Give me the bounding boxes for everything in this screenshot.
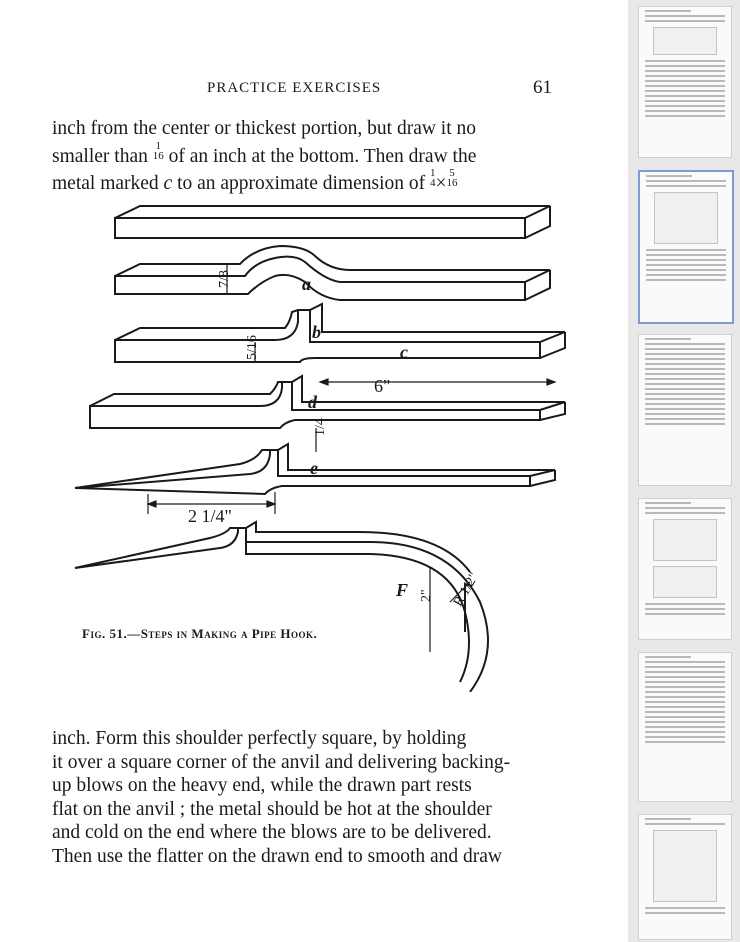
text-fragment: smaller than <box>52 145 148 167</box>
bar-stage-6-hook <box>75 522 488 692</box>
text-line: and cold on the end where the blows are to be delivered. <box>52 822 492 843</box>
page-thumbnail-3[interactable] <box>638 334 732 486</box>
bar-stage-1 <box>115 206 550 238</box>
page-thumbnail-2[interactable] <box>638 170 734 324</box>
label-c: c <box>400 342 408 362</box>
dim-5-16: 5/16 <box>245 335 260 360</box>
dim-6: 6" <box>374 376 391 396</box>
dim-radius: R 1/2" <box>450 570 483 610</box>
figure-caption: Fig. 51.—Steps in Making a Pipe Hook. <box>82 626 318 641</box>
page-thumbnail-5[interactable] <box>638 652 732 802</box>
pipe-hook-figure <box>70 192 570 692</box>
page-thumbnail-4[interactable] <box>638 498 732 640</box>
page-thumbnail-1[interactable] <box>638 6 732 158</box>
label-a: a <box>302 274 311 294</box>
body-text-top <box>52 117 572 196</box>
page-thumbnail-6[interactable] <box>638 814 732 940</box>
body-text-bottom <box>52 727 577 868</box>
label-f: F <box>396 580 409 600</box>
fraction: 1 4 <box>429 167 436 189</box>
text-fragment: of an inch at the bottom. Then draw the <box>168 145 477 167</box>
text-line: inch. Form this shoulder perfectly square, by holding <box>52 728 467 749</box>
text-line: flat on the anvil ; the metal should be hot at the shoulder <box>52 798 492 820</box>
label-b: b <box>312 322 321 342</box>
bar-stage-2 <box>115 246 550 300</box>
label-c-inline: c <box>163 173 173 194</box>
text-line: up blows on the heavy end, while the drawn part rests <box>52 775 472 796</box>
running-header <box>207 77 552 100</box>
fraction: 5 16 <box>446 167 458 189</box>
text-line: inch from the center or thickest portion, but draw it no <box>52 118 477 139</box>
text-line: Then use the flatter on the drawn end to smooth and draw <box>52 845 502 867</box>
dim-2-1-4: 2 1/4" <box>188 506 232 526</box>
bar-stage-3 <box>115 304 565 362</box>
page-number: 61 <box>533 77 552 98</box>
text-fragment: to an approximate dimension of <box>177 173 426 194</box>
fraction: 1 16 <box>152 139 164 162</box>
dim-7-8: 7/8 <box>217 270 232 288</box>
thumbnail-sidebar[interactable] <box>628 0 740 942</box>
text-fragment: metal marked <box>52 173 159 194</box>
label-d: d <box>308 392 317 412</box>
label-e: e <box>310 458 318 478</box>
header-title: PRACTICE EXERCISES <box>207 80 382 96</box>
dim-2-f: 2" <box>419 589 434 602</box>
times-sign: × <box>435 173 447 194</box>
dim-1-4: 1/4 <box>313 418 328 436</box>
text-line: it over a square corner of the anvil and delivering backing- <box>52 751 511 773</box>
